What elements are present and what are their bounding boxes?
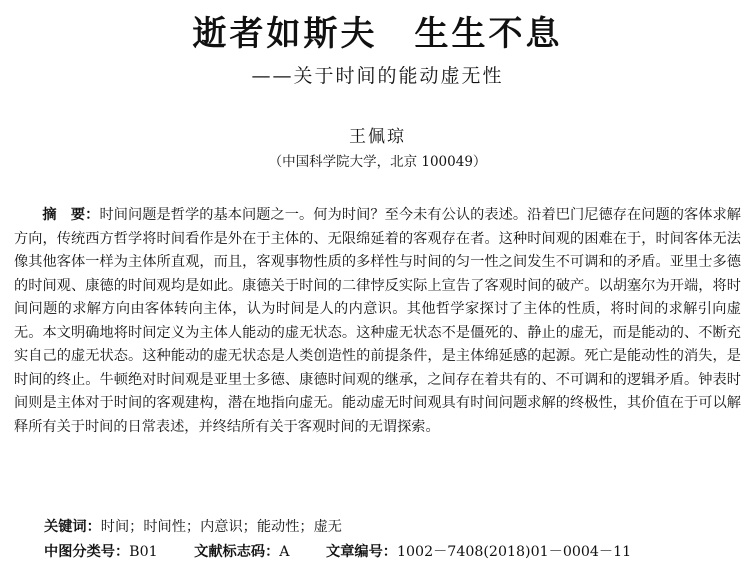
article-number-label: 文章编号： <box>326 544 397 560</box>
abstract-text: 时间问题是哲学的基本问题之一。何为时间？至今未有公认的表述。沿着巴门尼德存在问题的客体求解方向，传统西方哲学将时间看作是外在于主体的、无限绵延着的客观存在者。这种时间观的困难在于，时间客体无法像其他客体一样为主体所直观，而且，客观事物性质的多样性与时间的匀一性之间发生不可调和的矛盾。亚里士多德的时间观、康德的时间观均是如此。康德关于时间的二律悖反实际上宣告了客观时间的破产。以胡塞尔为开端，将时间问题的求解方向由客体转向主体，认为时间是人的内意识。其他哲学家探讨了主体的性质，将时间的求解引向虚无。本文明确地将时间定义为主体人能动的虚无状态。这种虚无状态不是僵死的、静止的虚无，而是能动的、不断充实自己的虚无状态。这种能动的虚无状态是人类创造性的前提条件，是主体绵延感的起源。死亡是能动性的消失，是时间的终止。牛顿绝对时间观是亚里士多德、康德时间观的继承，之间存在着共有的、不可调和的逻辑矛盾。钟表时间则是主体对于时间的客观建构，潜在地指向虚无。能动虚无时间观具有时间问题求解的终极性，其价值在于可以解释所有关于时间的日常表述，并终结所有关于客观时间的无谓探索。 <box>14 207 741 435</box>
author-name: 王佩琼 <box>349 127 406 147</box>
document-code <box>194 544 289 560</box>
paper-subtitle: ——关于时间的能动虚无性 <box>251 65 504 87</box>
keywords-label: 关键词： <box>44 519 101 535</box>
keywords-text: 时间；时间性；内意识；能动性；虚无 <box>100 519 342 535</box>
abstract-label: 摘 要： <box>42 207 100 223</box>
author-affiliation: （中国科学院大学，北京 100049） <box>268 154 487 170</box>
paper-title: 逝者如斯夫 生生不息 <box>192 14 563 54</box>
document-code-label: 文献标志码： <box>194 544 280 560</box>
article-number-value: 1002－7408(2018)01－0004－11 <box>397 544 632 560</box>
clc-value: B01 <box>129 544 158 560</box>
abstract-paragraph <box>14 204 741 439</box>
article-number <box>326 544 631 560</box>
clc-label: 中图分类号： <box>44 544 130 560</box>
clc-code <box>44 544 158 560</box>
document-code-value: A <box>279 544 290 560</box>
classification-line <box>44 541 744 563</box>
keywords-line <box>44 516 744 538</box>
